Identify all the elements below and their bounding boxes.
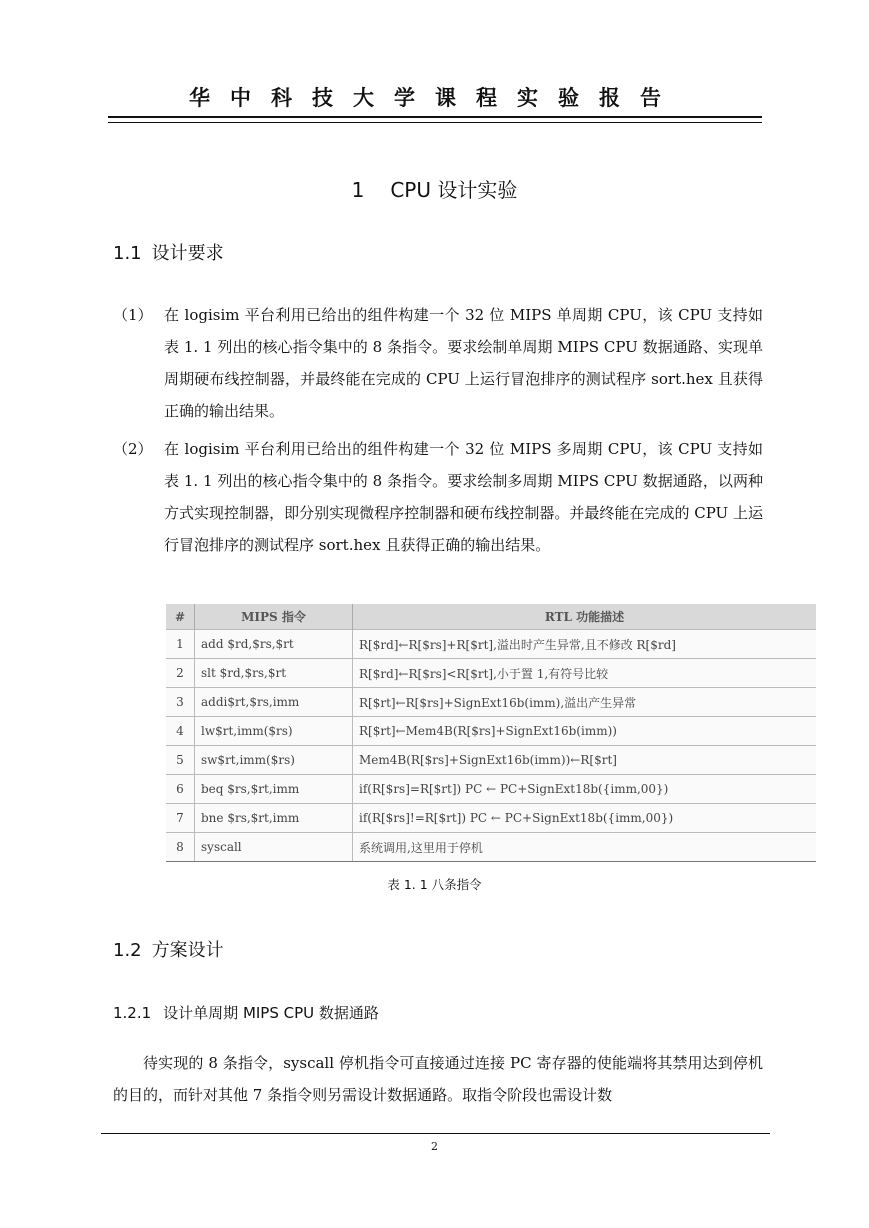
row-index: 3	[166, 688, 195, 717]
page-number: 2	[431, 1140, 438, 1153]
header-rule-thick	[108, 116, 762, 118]
row-instruction: sw$rt,imm($rs)	[195, 746, 353, 775]
section-title: 设计要求	[151, 243, 224, 264]
column-header-rtl: RTL 功能描述	[353, 604, 817, 630]
section-heading-1-2	[113, 936, 224, 962]
table-row	[166, 775, 816, 804]
list-marker: （1）	[113, 306, 153, 324]
footer-rule	[101, 1133, 770, 1134]
row-instruction: add $rd,$rs,$rt	[195, 630, 353, 659]
requirement-item-2	[113, 433, 763, 561]
row-rtl: R[$rd]←R[$rs]<R[$rt],小于置 1,有符号比较	[353, 659, 817, 688]
row-instruction: beq $rs,$rt,imm	[195, 775, 353, 804]
table-row	[166, 833, 816, 862]
row-rtl: if(R[$rs]!=R[$rt]) PC ← PC+SignExt18b({imm,00})	[353, 804, 817, 833]
row-instruction: syscall	[195, 833, 353, 862]
list-marker: （2）	[113, 440, 153, 458]
requirement-text: 在 logisim 平台利用已给出的组件构建一个 32 位 MIPS 多周期 CPU，该 CPU 支持如表 1. 1 列出的核心指令集中的 8 条指令。要求绘制多周期 MIPS CPU 数据通路，以两种方式实现控制器，即分别实现微程序控制器和硬布线控制器。并最终能在完成的 CPU 上运行冒泡排序的测试程序 sort.hex 且获得正确的输出结果。	[164, 440, 763, 554]
row-index: 1	[166, 630, 195, 659]
chapter-number: 1	[351, 178, 365, 202]
table-row	[166, 746, 816, 775]
subsection-heading-1-2-1	[113, 1002, 379, 1023]
row-rtl: Mem4B(R[$rs]+SignExt16b(imm))←R[$rt]	[353, 746, 817, 775]
row-rtl: R[$rt]←Mem4B(R[$rs]+SignExt16b(imm))	[353, 717, 817, 746]
subsection-title: 设计单周期 MIPS CPU 数据通路	[163, 1004, 379, 1022]
body-paragraph: 待实现的 8 条指令，syscall 停机指令可直接通过连接 PC 寄存器的使能端将其禁用达到停机的目的，而针对其他 7 条指令则另需设计数据通路。取指令阶段也需设计数	[113, 1054, 763, 1104]
row-instruction: lw$rt,imm($rs)	[195, 717, 353, 746]
row-rtl: 系统调用,这里用于停机	[353, 833, 817, 862]
column-header-mips: MIPS 指令	[195, 604, 353, 630]
instruction-table	[166, 604, 816, 862]
row-rtl: R[$rd]←R[$rs]+R[$rt],溢出时产生异常,且不修改 R[$rd]	[353, 630, 817, 659]
chapter-heading	[0, 174, 869, 203]
row-index: 8	[166, 833, 195, 862]
requirement-item-1	[113, 299, 763, 427]
table-row	[166, 717, 816, 746]
column-header-index: #	[166, 604, 195, 630]
table-row	[166, 688, 816, 717]
section-heading-1-1	[113, 239, 224, 265]
header-rule-thin	[108, 122, 762, 123]
row-instruction: slt $rd,$rs,$rt	[195, 659, 353, 688]
row-index: 2	[166, 659, 195, 688]
table-row	[166, 659, 816, 688]
section-title: 方案设计	[151, 940, 224, 961]
row-rtl: if(R[$rs]=R[$rt]) PC ← PC+SignExt18b({imm,00})	[353, 775, 817, 804]
chapter-title: CPU 设计实验	[390, 178, 518, 202]
section-number: 1.1	[113, 243, 142, 264]
row-rtl: R[$rt]←R[$rs]+SignExt16b(imm),溢出产生异常	[353, 688, 817, 717]
section-number: 1.2	[113, 940, 142, 961]
row-instruction: bne $rs,$rt,imm	[195, 804, 353, 833]
row-index: 6	[166, 775, 195, 804]
page-header-title: 华中科技大学课程实验报告	[189, 85, 681, 110]
row-instruction: addi$rt,$rs,imm	[195, 688, 353, 717]
table-row	[166, 804, 816, 833]
row-index: 5	[166, 746, 195, 775]
row-index: 7	[166, 804, 195, 833]
subsection-number: 1.2.1	[113, 1004, 152, 1022]
row-index: 4	[166, 717, 195, 746]
table-caption: 表 1. 1 八条指令	[387, 877, 482, 892]
table-header-row	[166, 604, 816, 630]
table-row	[166, 630, 816, 659]
requirement-text: 在 logisim 平台利用已给出的组件构建一个 32 位 MIPS 单周期 CPU，该 CPU 支持如表 1. 1 列出的核心指令集中的 8 条指令。要求绘制单周期 MIPS CPU 数据通路、实现单周期硬布线控制器，并最终能在完成的 CPU 上运行冒泡排序的测试程序 sort.hex 且获得正确的输出结果。	[164, 306, 763, 420]
